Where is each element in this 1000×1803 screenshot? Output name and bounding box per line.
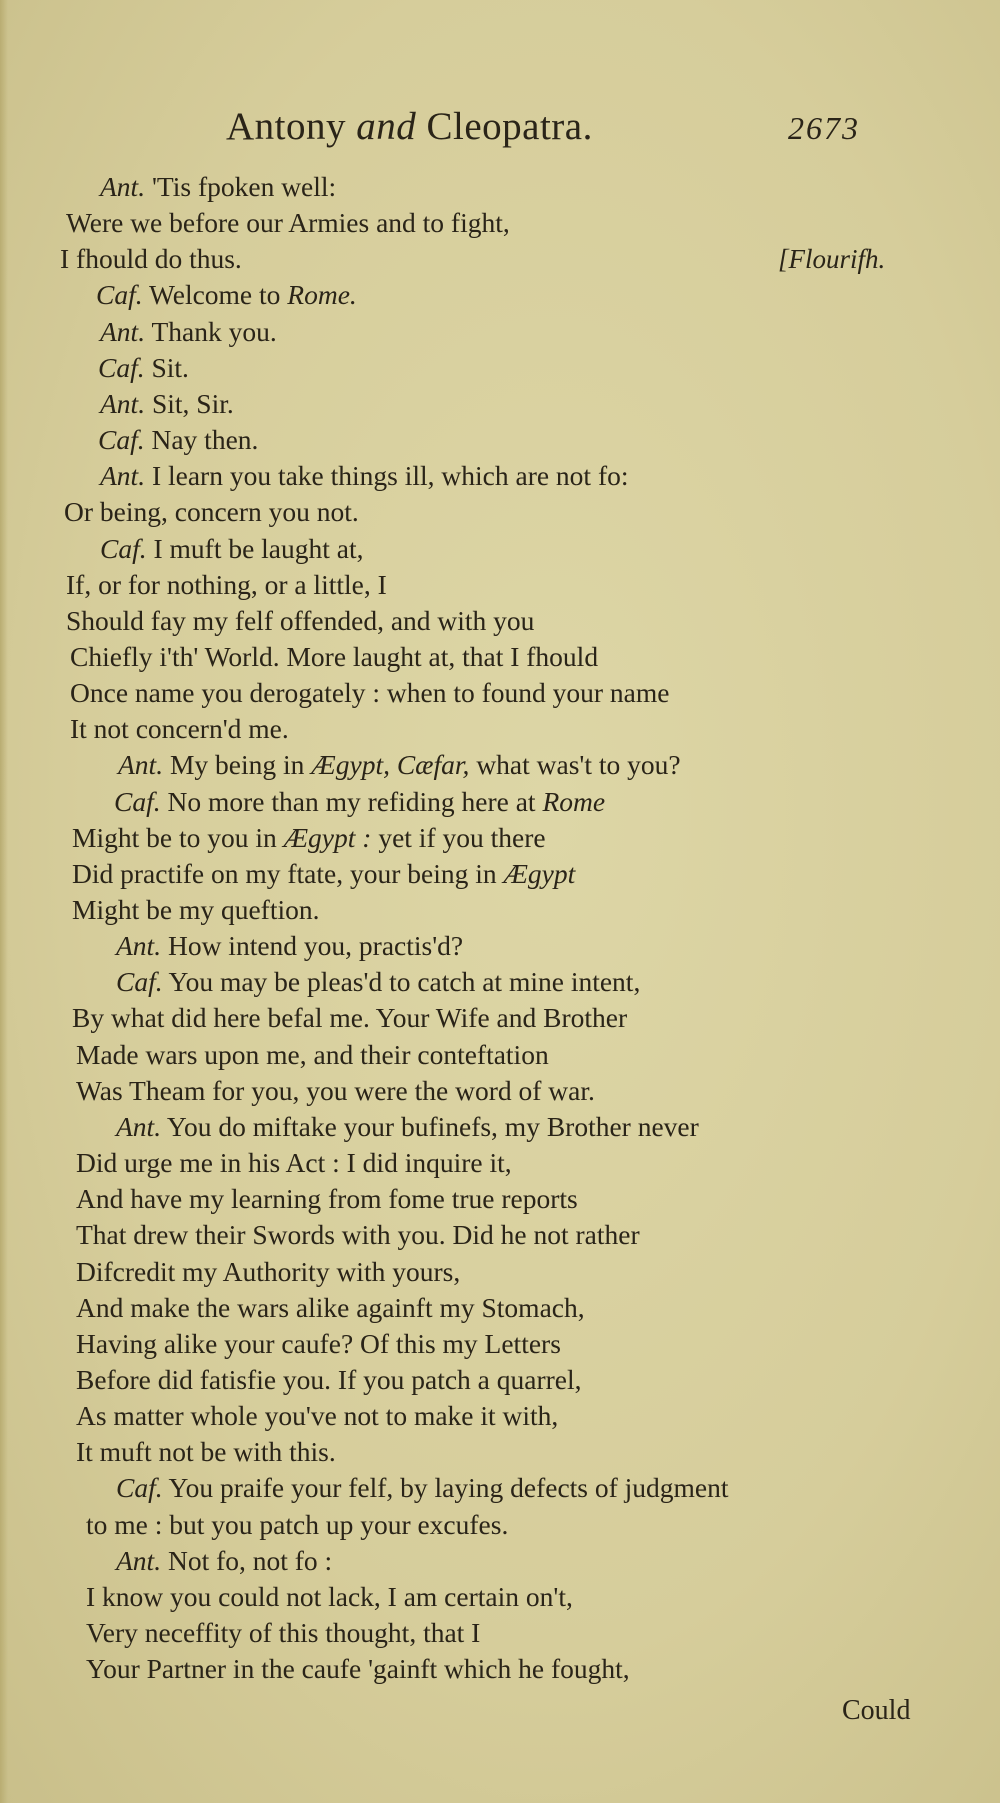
speaker-prefix: Caf. <box>114 785 161 817</box>
text-line <box>76 1182 578 1216</box>
line-text: And have my learning from fome true reports <box>76 1183 578 1215</box>
line-text: That drew their Swords with you. Did he not rather <box>76 1219 640 1251</box>
line-text: No more than my refiding here at <box>160 785 543 817</box>
line-text: You do miftake your bufinefs, my Brother never <box>161 1110 699 1142</box>
speaker-prefix: Ant. <box>100 387 146 419</box>
text-line <box>98 423 258 457</box>
line-text: to me : but you patch up your excufes. <box>86 1508 509 1540</box>
text-line <box>72 821 546 855</box>
line-text: Were we before our Armies and to fight, <box>66 207 510 239</box>
text-line <box>86 1652 630 1686</box>
line-text: How intend you, practis'd? <box>161 930 464 962</box>
text-line <box>66 604 534 638</box>
line-text: Should fay my felf offended, and with you <box>66 604 535 636</box>
speaker-prefix: Ant. <box>116 930 162 962</box>
text-line <box>118 748 681 782</box>
speaker-prefix: Caf. <box>100 532 147 564</box>
line-text: 'Tis fpoken well: <box>145 171 337 202</box>
line-text: Your Partner in the caufe 'gainft which he fought, <box>86 1653 630 1685</box>
line-text: You praife your felf, by laying defects of judgment <box>162 1472 729 1504</box>
line-text: Not fo, not fo : <box>161 1544 333 1576</box>
text-line <box>116 965 640 999</box>
title-part-2: and <box>356 105 417 148</box>
text-line <box>96 278 357 312</box>
line-text: Sit, Sir. <box>145 387 234 419</box>
speaker-prefix: Caf. <box>116 966 163 998</box>
line-text: As matter whole you've not to make it with, <box>76 1400 559 1432</box>
text-line <box>116 929 463 963</box>
text-line <box>76 1435 336 1469</box>
text-line <box>86 1508 508 1542</box>
line-text: I learn you take things ill, which are not fo: <box>145 460 629 492</box>
text-line <box>86 1616 480 1650</box>
text-line <box>76 1218 640 1252</box>
line-text: I know you could not lack, I am certain on't, <box>86 1580 573 1612</box>
text-line <box>76 1146 512 1180</box>
page-edge-shadow <box>0 0 8 1803</box>
line-text: By what did here befal me. Your Wife and Brother <box>72 1002 628 1034</box>
line-text: And make the wars alike againft my Stomach, <box>76 1291 585 1323</box>
title-part-1: Antony <box>226 105 357 148</box>
text-line <box>60 242 242 276</box>
text-line <box>66 206 510 240</box>
text-line <box>72 857 575 891</box>
text-line <box>72 1001 627 1035</box>
line-text: My being in <box>163 749 312 781</box>
text-line <box>76 1074 595 1108</box>
text-line <box>76 1038 549 1072</box>
italic-name: Rome. <box>287 279 357 311</box>
line-text: Did urge me in his Act : I did inquire it, <box>76 1147 512 1179</box>
stage-direction: [Flourifh. <box>778 244 886 274</box>
line-text: I muft be laught at, <box>146 532 364 564</box>
text-line <box>100 532 364 566</box>
line-text-tail: what was't to you? <box>469 749 681 781</box>
text-line <box>76 1363 582 1397</box>
italic-name: Ægypt : <box>283 821 372 853</box>
text-line <box>76 1327 561 1361</box>
line-text: Very neceffity of this thought, that I <box>86 1617 481 1648</box>
line-text: Welcome to <box>142 279 288 311</box>
line-text: It muft not be with this. <box>76 1436 336 1468</box>
text-line <box>76 1291 585 1325</box>
line-text: Or being, concern you not. <box>64 496 359 528</box>
line-text: Nay then. <box>144 424 259 456</box>
line-text: Thank you. <box>145 315 277 347</box>
text-line <box>116 1110 699 1144</box>
text-line <box>72 893 319 927</box>
line-text: Difcredit my Authority with yours, <box>76 1255 461 1287</box>
catchword: Could <box>842 1695 911 1726</box>
line-text: Might be to you in <box>72 821 284 853</box>
text-line <box>100 387 234 421</box>
page-number: 2673 <box>788 110 860 146</box>
line-text: Before did fatisfie you. If you patch a quarrel, <box>76 1363 582 1395</box>
line-text: Once name you derogately : when to found your name <box>70 677 670 709</box>
speaker-prefix: Caf. <box>98 351 145 383</box>
line-text: Might be my queftion. <box>72 894 320 925</box>
text-line <box>100 315 277 349</box>
italic-name: Ægypt, Cæfar, <box>311 749 470 781</box>
text-line <box>70 712 289 746</box>
text-line <box>116 1471 729 1505</box>
text-line <box>70 640 598 674</box>
line-text: It not concern'd me. <box>70 713 289 745</box>
text-line <box>98 351 189 385</box>
text-line <box>76 1255 460 1289</box>
italic-name: Rome <box>542 785 606 817</box>
line-text: You may be pleas'd to catch at mine intent, <box>162 966 641 998</box>
speaker-prefix: Ant. <box>100 460 146 492</box>
speaker-prefix: Caf. <box>96 279 143 311</box>
speaker-prefix: Ant. <box>100 315 146 347</box>
text-line <box>114 785 605 819</box>
line-text-tail: yet if you there <box>371 821 546 853</box>
line-text: Chiefly i'th' World. More laught at, that I fhould <box>70 640 599 672</box>
speaker-prefix: Ant. <box>100 171 146 202</box>
text-line <box>70 676 669 710</box>
text-line <box>100 459 629 493</box>
speaker-prefix: Caf. <box>98 424 145 456</box>
line-text: I fhould do thus. <box>60 243 242 275</box>
text-line <box>100 170 336 204</box>
line-text: If, or for nothing, or a little, I <box>66 568 387 600</box>
text-line <box>86 1580 573 1614</box>
speaker-prefix: Ant. <box>116 1110 162 1142</box>
title-part-3: Cleopatra. <box>416 105 593 148</box>
line-text: Having alike your caufe? Of this my Letters <box>76 1327 561 1359</box>
text-line <box>64 495 359 529</box>
line-text: Did practife on my ftate, your being in <box>72 857 504 889</box>
speaker-prefix: Caf. <box>116 1472 163 1504</box>
text-line <box>116 1544 332 1578</box>
line-text: Sit. <box>144 351 189 383</box>
page-title <box>226 104 593 149</box>
speaker-prefix: Ant. <box>116 1544 162 1576</box>
line-text: Made wars upon me, and their conteftation <box>76 1038 549 1070</box>
italic-name: Ægypt <box>503 857 576 889</box>
text-line <box>66 568 387 602</box>
text-line <box>76 1399 558 1433</box>
running-header <box>0 104 1000 164</box>
speaker-prefix: Ant. <box>118 749 164 781</box>
line-text: Was Theam for you, you were the word of war. <box>76 1074 595 1106</box>
